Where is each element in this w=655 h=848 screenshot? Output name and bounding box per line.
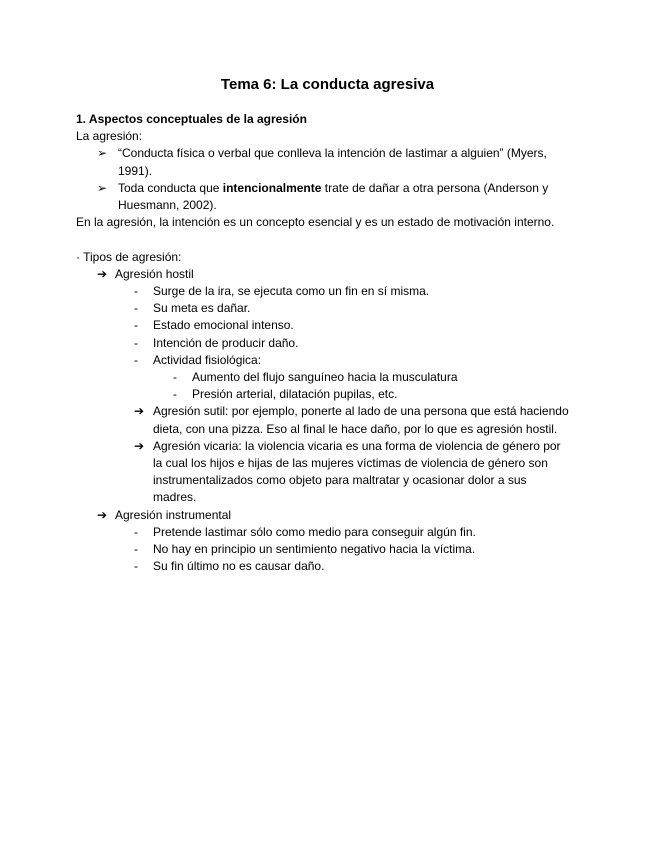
list-item-text: Actividad fisiológica: (153, 352, 262, 367)
definition-text: “Conducta física o verbal que conlleva la intención de lastimar a alguien” (Myers, 1991). (118, 146, 547, 178)
list-item (76, 317, 576, 334)
arrow-right-icon: ➔ (97, 266, 108, 281)
arrowhead-bullet-icon: ➢ (97, 146, 108, 161)
list-item (76, 335, 576, 352)
document-body (76, 111, 576, 575)
list-item-text: Pretende lastimar sólo como medio para conseguir algún fin. (153, 524, 476, 539)
page-title: Tema 6: La conducta agresiva (220, 76, 435, 93)
arrow-right-icon: ➔ (97, 507, 108, 522)
list-item (76, 283, 576, 300)
dash-bullet-icon: - (134, 301, 138, 316)
list-item-text: Su meta es dañar. (153, 301, 251, 316)
list-item (76, 524, 576, 541)
subtype-vicaria (76, 438, 576, 507)
bold-term: intencionalmente (222, 180, 322, 195)
conclusion-text: En la agresión, la intención es un concepto esencial y es un estado de motivación interno. (76, 215, 555, 230)
dash-bullet-icon: - (134, 559, 138, 574)
list-item (76, 386, 576, 403)
list-item-text: Presión arterial, dilatación pupilas, etc. (192, 387, 398, 402)
dash-bullet-icon: - (134, 318, 138, 333)
types-label: · Tipos de agresión: (76, 249, 182, 264)
list-item (76, 300, 576, 317)
list-item-text: Aumento del flujo sanguíneo hacia la musculatura (192, 370, 458, 385)
dash-bullet-icon: - (134, 335, 138, 350)
arrow-right-icon: ➔ (134, 438, 145, 453)
list-item (76, 369, 576, 386)
dash-bullet-icon: - (134, 524, 138, 539)
arrow-right-icon: ➔ (134, 404, 145, 419)
intro-text: La agresión: (76, 129, 143, 144)
dash-bullet-icon: - (173, 387, 177, 402)
list-item-text: Estado emocional intenso. (153, 318, 294, 333)
arrowhead-bullet-icon: ➢ (97, 180, 108, 195)
subtype-sutil (76, 403, 576, 437)
list-item (76, 541, 576, 558)
definition-text: Toda conducta que intencionalmente trate de dañar a otra persona (Anderson y Huesmann, 2002). (118, 180, 549, 213)
definition-bullet-1 (76, 145, 576, 179)
definition-bullet-2 (76, 180, 576, 214)
dash-bullet-icon: - (134, 352, 138, 367)
type-label: Agresión hostil (115, 266, 194, 281)
list-item (76, 352, 576, 369)
list-item-text: Surge de la ira, se ejecuta como un fin en sí misma. (153, 284, 430, 299)
dash-bullet-icon: - (134, 542, 138, 557)
subtype-text: Agresión vicaria: la violencia vicaria es una forma de violencia de género por la cual los hijos e hijas de las mujeres víctimas de violencia de género son instrumentalizados como objeto para maltratar y ocasionar dolor a sus madres. (153, 438, 561, 505)
type-label: Agresión instrumental (115, 507, 232, 522)
type-instrumental (76, 507, 576, 524)
list-item (76, 558, 576, 575)
blank-line (76, 231, 576, 248)
type-hostil (76, 266, 576, 283)
subtype-text: Agresión sutil: por ejemplo, ponerte al lado de una persona que está haciendo dieta, con una pizza. Eso al final le hace daño, por lo que es agresión hostil. (153, 404, 569, 436)
list-item-text: Intención de producir daño. (153, 335, 299, 350)
list-item-text: Su fin último no es causar daño. (153, 559, 325, 574)
dash-bullet-icon: - (173, 370, 177, 385)
section-heading: 1. Aspectos conceptuales de la agresión (76, 112, 307, 126)
list-item-text: No hay en principio un sentimiento negativo hacia la víctima. (153, 542, 476, 557)
dash-bullet-icon: - (134, 284, 138, 299)
